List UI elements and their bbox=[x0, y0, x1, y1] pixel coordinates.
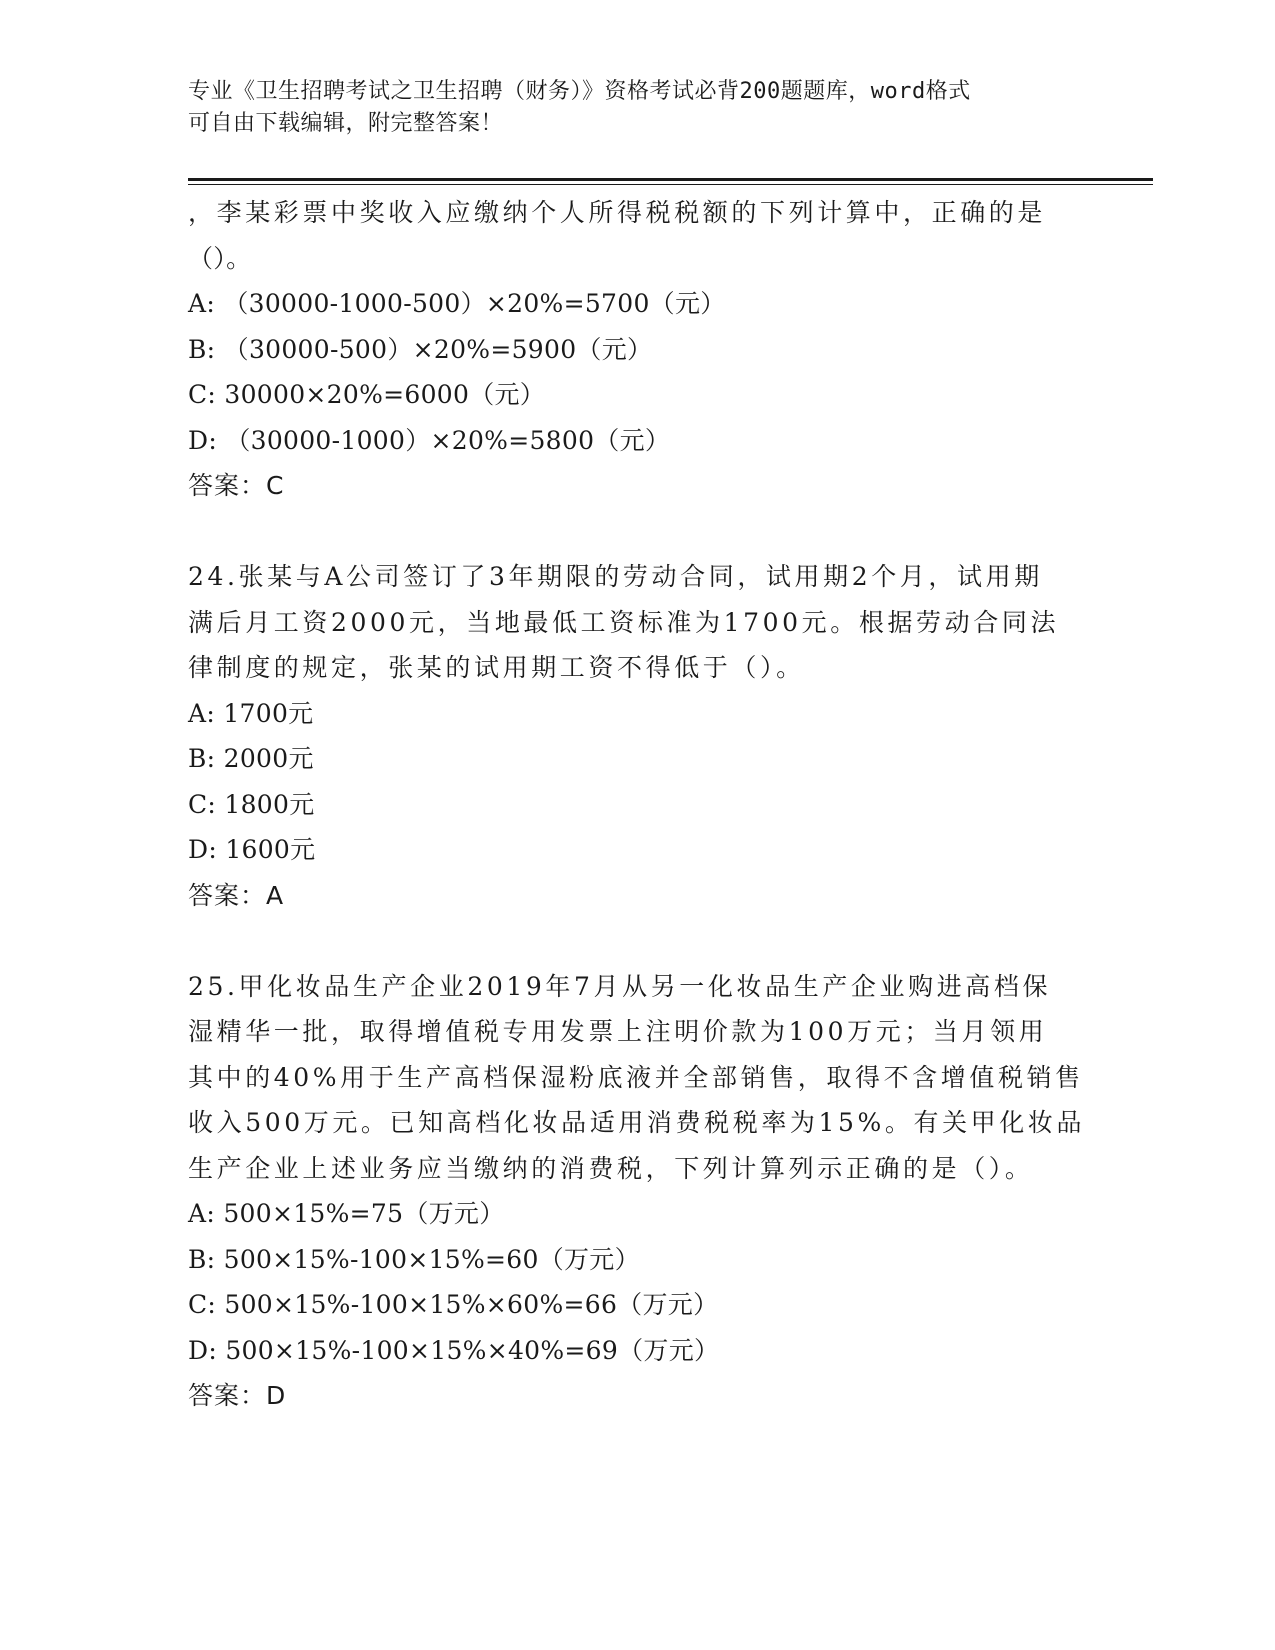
option-c: C: 500×15%-100×15%×60%=66（万元） bbox=[188, 1290, 719, 1319]
question-stem-line: 律制度的规定，张某的试用期工资不得低于（）。 bbox=[188, 653, 805, 682]
question-23 bbox=[188, 190, 1088, 509]
question-stem-line: 收入500万元。已知高档化妆品适用消费税税率为15%。有关甲化妆品 bbox=[188, 1108, 1086, 1137]
document-header bbox=[188, 76, 1088, 140]
header-line-2: 可自由下载编辑，附完整答案！ bbox=[188, 111, 504, 136]
question-stem-line: 25.甲化妆品生产企业2019年7月从另一化妆品生产企业购进高档保 bbox=[188, 971, 1052, 1001]
question-stem-line: 湿精华一批，取得增值税专用发票上注明价款为100万元；当月领用 bbox=[188, 1017, 1048, 1046]
header-divider-thin bbox=[188, 184, 1153, 185]
option-a: A: （30000-1000-500）×20%=5700（元） bbox=[188, 289, 726, 318]
option-c: C: 1800元 bbox=[188, 789, 315, 819]
spacer bbox=[188, 509, 1088, 555]
question-stem-line: 其中的40%用于生产高档保湿粉底液并全部销售，取得不含增值税销售 bbox=[188, 1062, 1084, 1092]
spacer bbox=[188, 918, 1088, 964]
option-a: A: 1700元 bbox=[188, 698, 314, 728]
answer-text: 答案：A bbox=[188, 880, 285, 910]
answer-text: 答案：C bbox=[188, 471, 285, 500]
question-stem-line: 生产企业上述业务应当缴纳的消费税，下列计算列示正确的是（）。 bbox=[188, 1153, 1034, 1183]
question-24 bbox=[188, 554, 1088, 918]
option-d: D: 500×15%-100×15%×40%=69（万元） bbox=[188, 1335, 720, 1365]
question-list bbox=[188, 190, 1088, 1419]
option-d: D: 1600元 bbox=[188, 835, 316, 864]
question-stem-line: ，李某彩票中奖收入应缴纳个人所得税税额的下列计算中，正确的是 bbox=[188, 198, 1047, 227]
option-c: C: 30000×20%=6000（元） bbox=[188, 380, 546, 409]
option-b: B: （30000-500）×20%=5900（元） bbox=[188, 334, 653, 364]
option-a: A: 500×15%=75（万元） bbox=[188, 1199, 505, 1228]
header-line-1: 专业《卫生招聘考试之卫生招聘（财务）》资格考试必背200题题库，word格式 bbox=[188, 79, 971, 104]
question-stem-line: 24.张某与A公司签订了3年期限的劳动合同，试用期2个月，试用期 bbox=[188, 562, 1043, 591]
header-divider-thick bbox=[188, 178, 1153, 181]
option-b: B: 2000元 bbox=[188, 744, 314, 773]
question-stem-line: 满后月工资2000元，当地最低工资标准为1700元。根据劳动合同法 bbox=[188, 607, 1060, 637]
answer-text: 答案：D bbox=[188, 1381, 287, 1410]
option-d: D: （30000-1000）×20%=5800（元） bbox=[188, 425, 671, 455]
option-b: B: 500×15%-100×15%=60（万元） bbox=[188, 1244, 640, 1274]
question-stem-line: （）。 bbox=[188, 243, 252, 273]
question-25 bbox=[188, 964, 1088, 1419]
